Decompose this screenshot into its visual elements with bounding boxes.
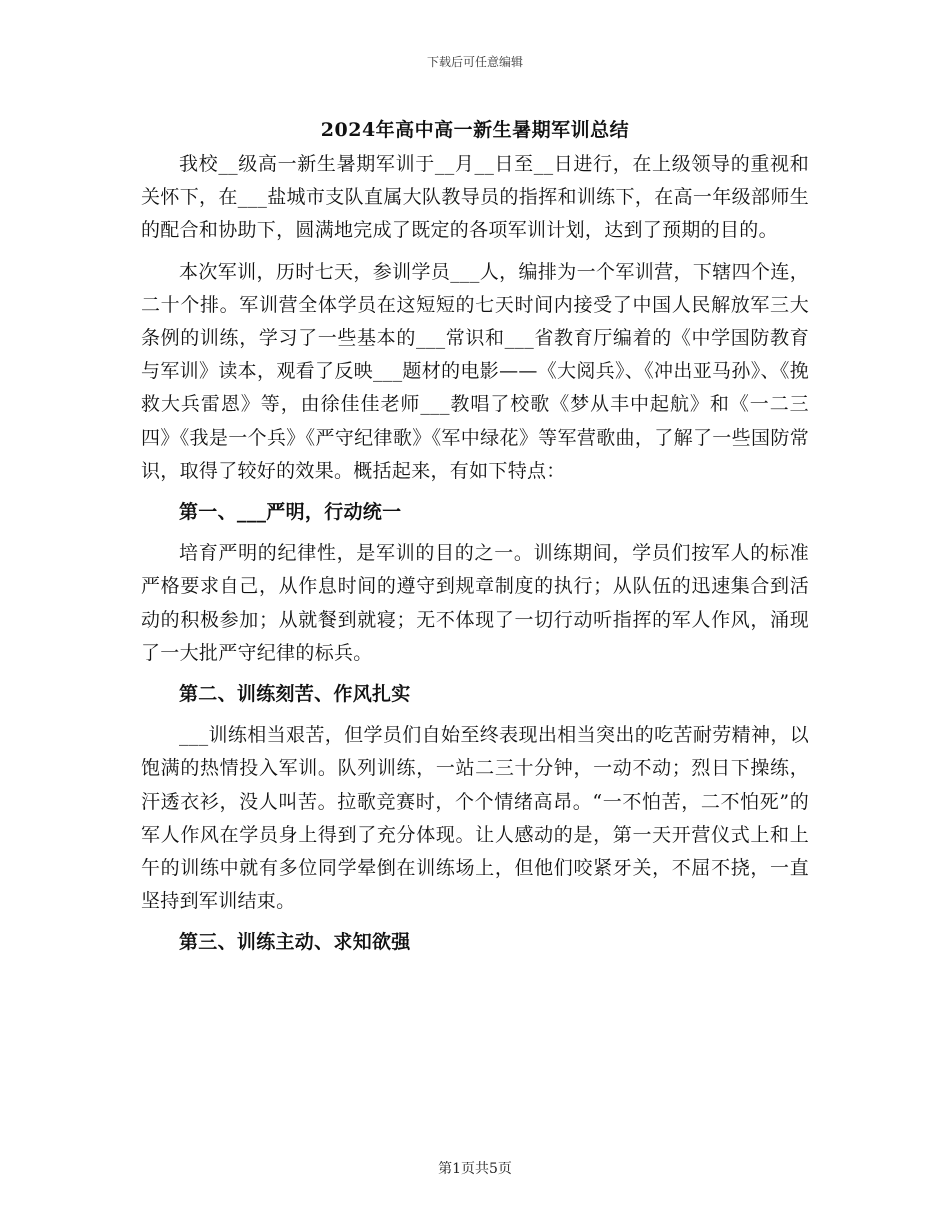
section-heading-3: 第三、训练主动、求知欲强	[179, 931, 411, 954]
page-number: 第1页共5页	[438, 1161, 512, 1177]
paragraph-overview: 本次军训，历时七天，参训学员___人，编排为一个军训营，下辖四个连，二十个排。军训营全体学员在这短短的七天时间内接受了中国人民解放军三大条例的训练，学习了一些基本的___常识和___省教育厅编着的《中学国防教育与军训》读本，观看了反映___题材的电影——《大阅兵》、《冲出亚马孙》、《挽救大兵雷恩》等，由徐佳佳老师___教唱了校歌《梦从丰中起航》和《一二三四》《我是一个兵》《严守纪律歌》《军中绿花》等军营歌曲，了解了一些国防常识，取得了较好的效果。概括起来，有如下特点：	[141, 260, 809, 482]
section-text-2: ___训练相当艰苦，但学员们自始至终表现出相当突出的吃苦耐劳精神，以饱满的热情投入军训。队列训练，一站二三十分钟，一动不动；烈日下操练，汗透衣衫，没人叫苦。拉歌竞赛时，个个情绪高昂。“一不怕苦，二不怕死”的军人作风在学员身上得到了充分体现。让人感动的是，第一天开营仪式上和上午的训练中就有多位同学晕倒在训练场上，但他们咬紧牙关，不屈不挠，一直坚持到军训结束。	[141, 724, 809, 913]
document-body	[141, 116, 809, 960]
paragraph-intro: 我校__级高一新生暑期军训于__月__日至__日进行，在上级领导的重视和关怀下，在___盐城市支队直属大队教导员的指挥和训练下，在高一年级部师生的配合和协助下，圆满地完成了既定的各项军训计划，达到了预期的目的。	[141, 153, 809, 242]
section-heading-1: 第一、___严明，行动统一	[179, 501, 402, 524]
section-heading-2: 第二、训练刻苦、作风扎实	[179, 683, 411, 706]
section-text-1: 培育严明的纪律性，是军训的目的之一。训练期间，学员们按军人的标准严格要求自己，从作息时间的遵守到规章制度的执行；从队伍的迅速集合到活动的积极参加；从就餐到就寝；无不体现了一切行动听指挥的军人作风，涌现了一大批严守纪律的标兵。	[141, 542, 809, 664]
document-title: 2024年高中高一新生暑期军训总结	[320, 119, 630, 141]
header-note: 下载后可任意编辑	[426, 55, 523, 69]
